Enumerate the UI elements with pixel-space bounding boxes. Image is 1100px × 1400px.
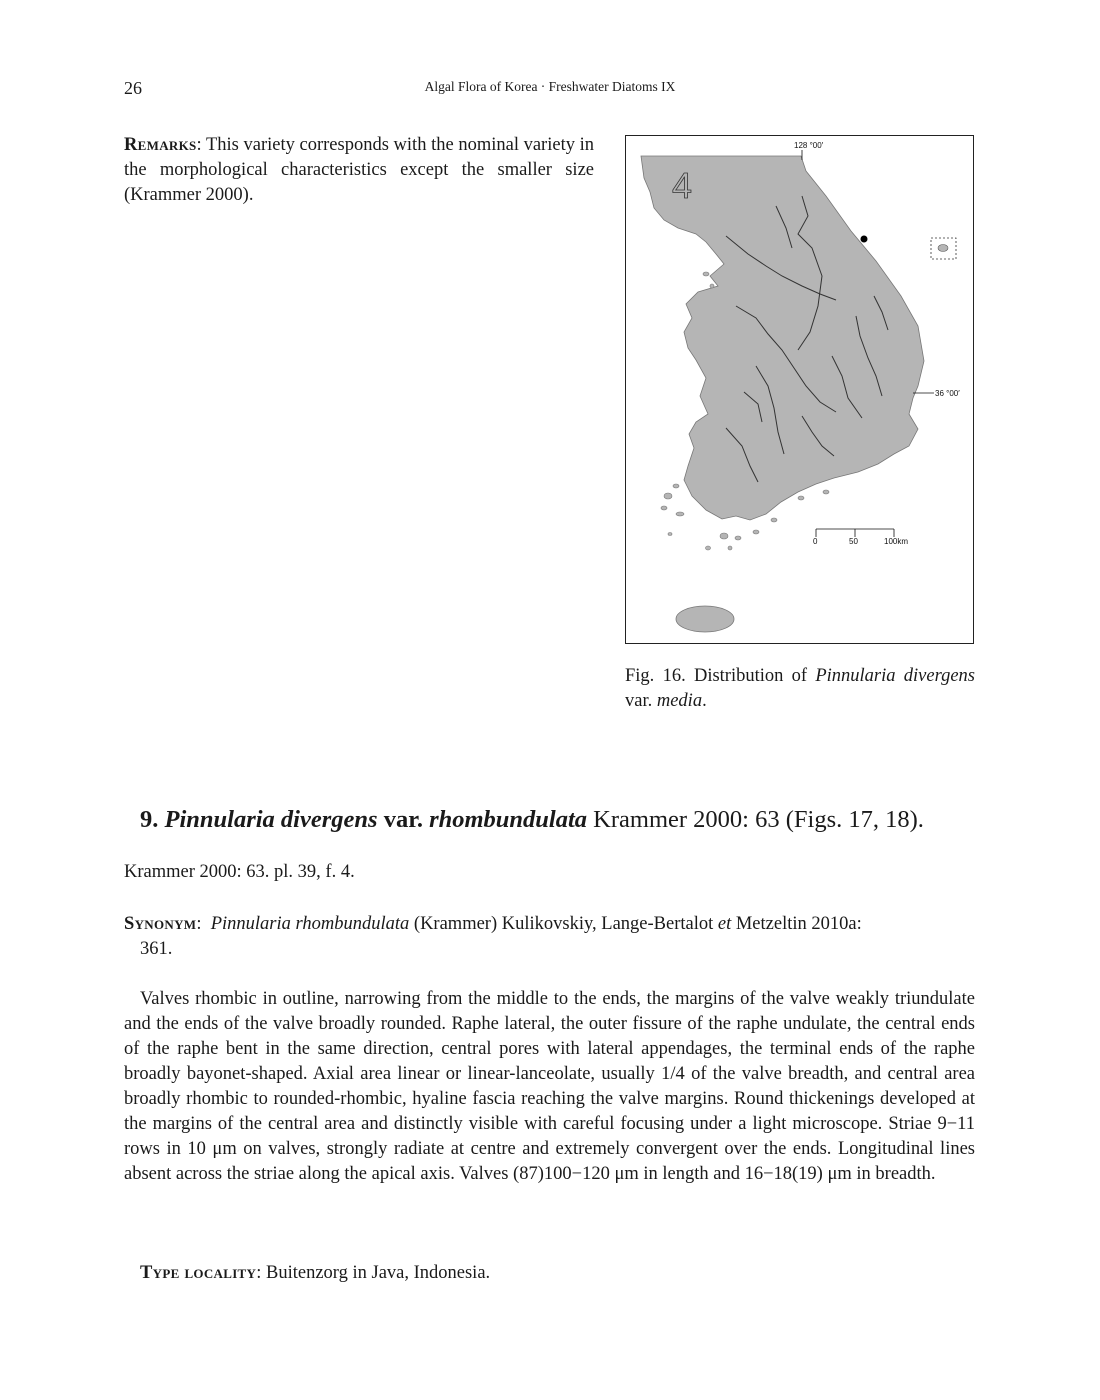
jeju-island bbox=[676, 606, 734, 632]
section-authority: Krammer 2000: 63 (Figs. 17, 18). bbox=[593, 806, 924, 833]
scale-bar bbox=[816, 529, 894, 537]
synonym-label: Synonym bbox=[124, 914, 197, 934]
section-number: 9. bbox=[140, 806, 159, 833]
page-number: 26 bbox=[124, 78, 142, 98]
remarks-text: This variety corresponds with the nominal variety in the morphological characteristics except the smaller size (Krammer 2000). bbox=[124, 135, 594, 205]
korea-map-svg bbox=[626, 136, 973, 643]
synonym-authors-a: (Krammer) Kulikovskiy, Lange-Bertalot bbox=[413, 914, 714, 934]
synonym-continuation: 361. bbox=[140, 939, 173, 959]
distribution-point bbox=[861, 236, 868, 243]
section-genus: Pinnularia divergens bbox=[164, 806, 378, 833]
map-number: 4 bbox=[672, 165, 693, 206]
longitude-label: 128 °00′ bbox=[794, 141, 824, 150]
scale-zero: 0 bbox=[813, 537, 818, 546]
latitude-label: 36 °00′ bbox=[935, 389, 960, 398]
remarks-label: Remarks bbox=[124, 135, 197, 155]
section-var-abbr: var. bbox=[383, 806, 423, 833]
ulleungdo-island bbox=[938, 245, 948, 252]
type-locality: Type locality: Buitenzorg in Java, Indonesia. bbox=[140, 1263, 491, 1283]
scale-mid: 50 bbox=[849, 537, 858, 546]
description-paragraph: Valves rhombic in outline, narrowing from the middle to the ends, the margins of the valve weakly triundulate and the ends of the valve broadly rounded. Raphe lateral, the outer fissure of the raphe undulate, the central ends of the raphe bent in the same direction, central pores with lateral appendages, the terminal ends of the raphe broadly bayonet-shaped. Axial area linear or linear-lanceolate, usually 1/4 of the valve breadth, and central area broadly rhombic to rounded-rhombic, hyaline fascia reaching the valve margins. Round thickenings developed at the margins of the central area and distinctly visible with careful focusing under a light microscope. Striae 9−11 rows in 10 μm on valves, strongly radiate at centre and extremely convergent over the ends. Longitudinal lines absent across the striae along the apical axis. Valves (87)100−120 μm in length and 16−18(19) μm in breadth. bbox=[124, 989, 975, 1184]
caption-end: . bbox=[702, 691, 707, 711]
remarks-paragraph: Remarks: This variety corresponds with the nominal variety in the morphological characteristics except the smaller size (Krammer 2000). bbox=[124, 135, 594, 205]
reference-line: Krammer 2000: 63. pl. 39, f. 4. bbox=[124, 862, 355, 882]
caption-prefix: Fig. 16. Distribution of bbox=[625, 666, 816, 686]
caption-mid: var. bbox=[625, 691, 657, 711]
distribution-map bbox=[625, 135, 974, 644]
synonym-et: et bbox=[717, 914, 732, 934]
type-locality-label: Type locality bbox=[140, 1263, 257, 1283]
section-heading bbox=[140, 806, 980, 834]
section-variety: rhombundulata bbox=[429, 806, 588, 833]
synonym-authors-b: Metzeltin 2010a: bbox=[735, 914, 862, 934]
korea-mainland bbox=[641, 156, 924, 520]
caption-variety: media bbox=[656, 691, 703, 711]
synonym-paragraph: Synonym: Pinnularia rhombundulata (Krammer) Kulikovskiy, Lange-Bertalot et Metzeltin 2010a: 361. bbox=[124, 912, 975, 962]
scale-end: 100km bbox=[884, 537, 909, 546]
caption-genus: Pinnularia divergens bbox=[815, 666, 975, 686]
synonym-name: Pinnularia rhombundulata bbox=[210, 914, 410, 934]
type-locality-text: Buitenzorg in Java, Indonesia. bbox=[265, 1263, 491, 1283]
running-title: Algal Flora of Korea · Freshwater Diatoms IX bbox=[424, 79, 676, 94]
figure-caption bbox=[625, 664, 975, 714]
